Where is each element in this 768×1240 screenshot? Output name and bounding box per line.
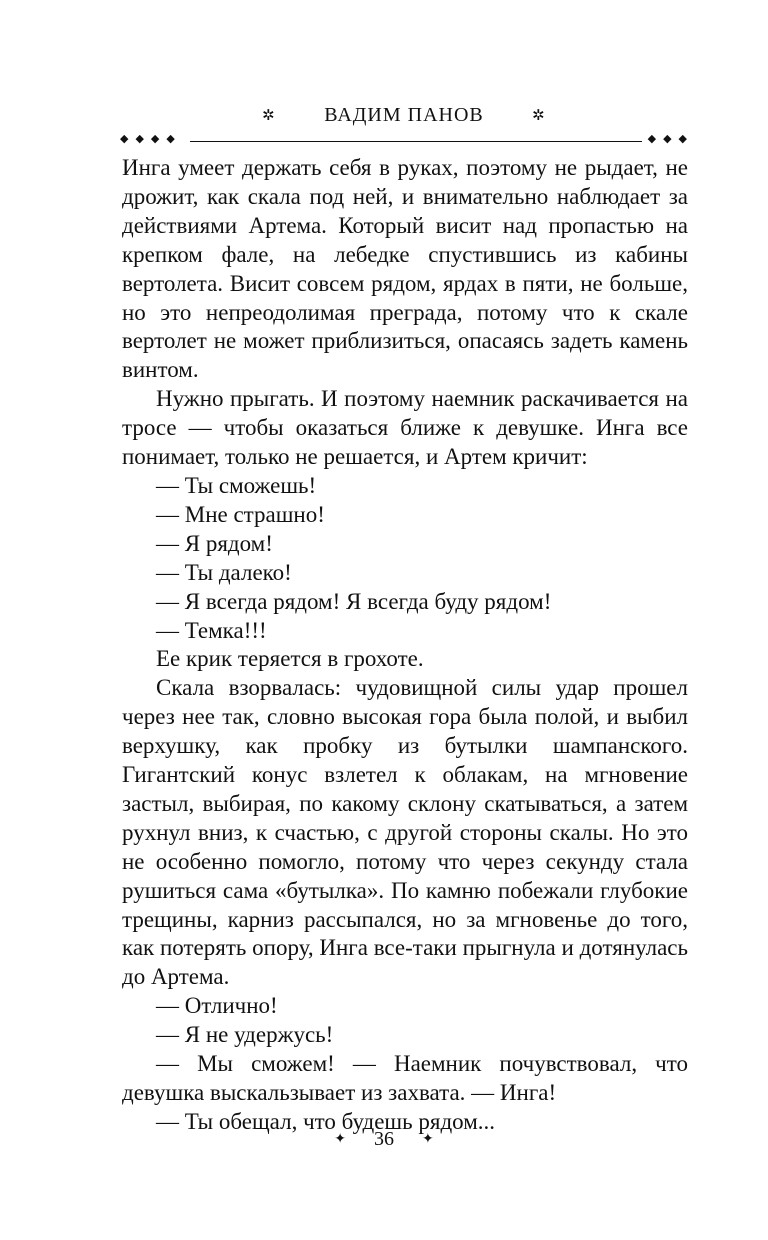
paragraph: Ее крик теряется в грохоте. [156, 646, 424, 672]
dialogue-line: — Я всегда рядом! Я всегда буду рядом! [156, 588, 552, 614]
ornament-right-icon: ✲ [532, 106, 545, 124]
running-header-title: ВАДИМ ПАНОВ [324, 104, 484, 126]
star-right-icon: ✦ [422, 1131, 434, 1147]
dialogue-line: — Темка!!! [156, 617, 267, 643]
page-footer [0, 1128, 768, 1151]
body-text [122, 154, 688, 1137]
star-left-icon: ✦ [334, 1131, 346, 1147]
paragraph: Скала взорвалась: чудовищной силы удар прошел через нее так, словно высокая гора была полой, и выбил верхушку, как пробку из бутылки шампанского. Гигантский конус взлетел к облакам, на мгновение застыл, выбирая, по какому склону скатываться, а затем рухнул вниз, к счастью, с другой стороны скалы. Но это не особенно помогло, потому что через секунду стала рушиться сама «бутылка». По камню побежали глубокие трещины, карниз рассыпался, но за мгновенье до того, как потерять опору, Инга все-таки прыгнула и дотянулась до Артема. [122, 675, 688, 990]
paragraph: Нужно прыгать. И поэтому наемник раскачивается на тросе — чтобы оказаться ближе к девушке. Инга все понимает, только не решается, и Артем кричит: [122, 386, 688, 470]
rule-dots-right-icon: ◆◆◆ [647, 132, 694, 145]
dialogue-line: — Отлично! [156, 993, 278, 1019]
dialogue-line: — Мне страшно! [156, 501, 325, 527]
dialogue-line: — Мы сможем! — Наемник почувствовал, что девушка выскальзывает из захвата. — Инга! [122, 1051, 688, 1105]
rule-line [190, 141, 642, 142]
dialogue-line: — Я рядом! [156, 530, 273, 556]
running-header [120, 104, 688, 132]
ornament-left-icon: ✲ [262, 106, 275, 124]
paragraph: Инга умеет держать себя в руках, поэтому не рыдает, не дрожит, как скала под ней, и внимательно наблюдает за действиями Артема. Который висит над пропастью на крепком фале, на лебедке спустившись из кабины вертолета. Висит совсем рядом, ярдах в пяти, не больше, но это непреодолимая преграда, потому что к скале вертолет не может приблизиться, опасаясь задеть камень винтом. [122, 155, 688, 383]
dialogue-line: — Ты обещал, что будешь рядом... [156, 1108, 496, 1134]
dialogue-line: — Ты сможешь! [156, 472, 317, 498]
dialogue-line: — Я не удержусь! [156, 1022, 334, 1048]
header-rule [120, 132, 694, 148]
page-number: 36 [374, 1128, 394, 1150]
dialogue-line: — Ты далеко! [156, 559, 292, 585]
rule-dots-left-icon: ◆◆◆◆ [120, 132, 182, 145]
